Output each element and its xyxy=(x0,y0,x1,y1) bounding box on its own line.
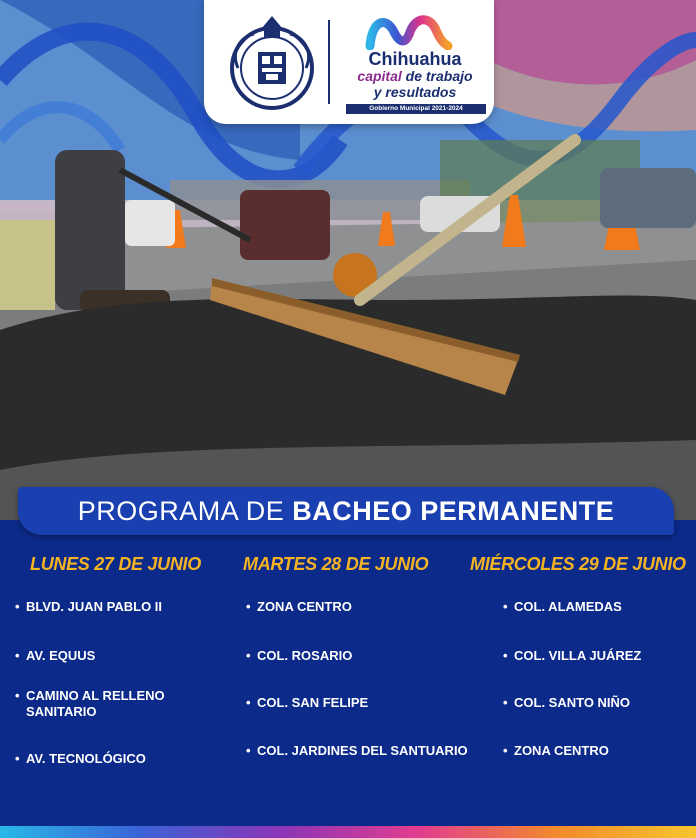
list-item: • CAMINO AL RELLENO SANITARIO xyxy=(26,688,216,720)
list-item: • AV. EQUUS xyxy=(26,648,216,664)
list-item: • ZONA CENTRO xyxy=(257,599,497,615)
title-bold: BACHEO PERMANENTE xyxy=(292,496,615,526)
page-title xyxy=(18,487,674,535)
day-heading-wednesday: MIÉRCOLES 29 DE JUNIO xyxy=(470,554,686,574)
day-heading-tuesday: MARTES 28 DE JUNIO xyxy=(243,554,429,574)
rainbow-strip xyxy=(0,826,696,838)
list-item: • BLVD. JUAN PABLO II xyxy=(26,599,216,615)
brand-tagline-line2: y resultados xyxy=(373,84,457,100)
title-regular: PROGRAMA DE xyxy=(77,496,293,526)
day-heading-monday: LUNES 27 DE JUNIO xyxy=(30,554,201,574)
list-item: • COL. ALAMEDAS xyxy=(514,599,684,615)
list-item: • AV. TECNOLÓGICO xyxy=(26,751,216,767)
list-item: • COL. JARDINES DEL SANTUARIO xyxy=(257,743,497,759)
list-item: • COL. VILLA JUÁREZ xyxy=(514,648,684,664)
brand-tagline-capital: capital xyxy=(357,68,402,84)
list-item: • COL. ROSARIO xyxy=(257,648,497,664)
schedule xyxy=(0,540,696,828)
brand-subline: Gobierno Municipal 2021-2024 xyxy=(346,104,486,114)
list-item: • ZONA CENTRO xyxy=(514,743,684,759)
brand-name: Chihuahua xyxy=(368,49,462,69)
logo-card xyxy=(204,0,494,124)
chihuahua-m-logo-icon xyxy=(364,10,454,50)
title-banner xyxy=(18,487,674,535)
list-item: • COL. SAN FELIPE xyxy=(257,695,497,711)
logo-divider xyxy=(328,20,330,104)
brand-tagline-line1 xyxy=(340,68,490,84)
brand-tagline-rest: de trabajo xyxy=(401,68,473,84)
municipal-seal-icon xyxy=(224,10,320,114)
list-item: • COL. SANTO NIÑO xyxy=(514,695,684,711)
